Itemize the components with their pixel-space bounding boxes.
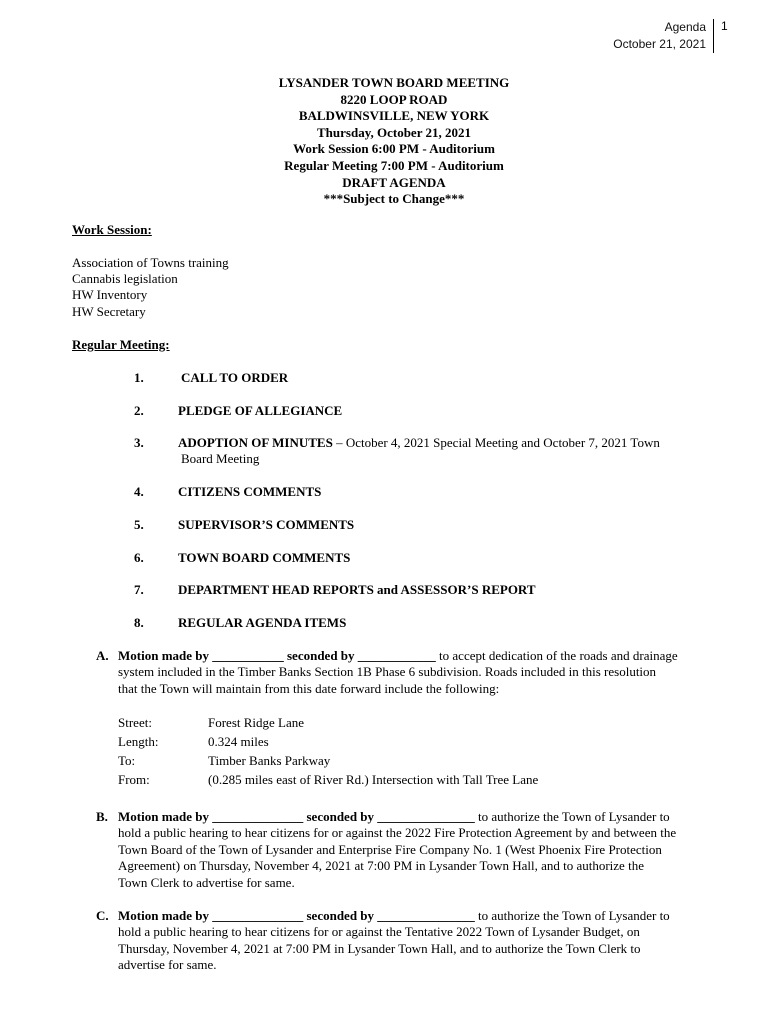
motion-letter: C. (96, 908, 109, 923)
page-number: 1 (721, 19, 728, 33)
work-session-list (72, 255, 229, 320)
item-title: CALL TO ORDER (181, 370, 289, 385)
title-line: Regular Meeting 7:00 PM - Auditorium (284, 157, 504, 173)
motion-line: that the Town will maintain from this date forward include the following: (118, 680, 500, 696)
item-title: DEPARTMENT HEAD REPORTS and ASSESSOR’S REPORT (178, 582, 536, 597)
table-label: Street: (118, 715, 152, 730)
item-number: 7. (134, 582, 144, 597)
motion-line: system included in the Timber Banks Section 1B Phase 6 subdivision. Roads included in this resolution (118, 664, 657, 680)
title-line: LYSANDER TOWN BOARD MEETING (278, 75, 510, 90)
motion-line: Town Board of the Town of Lysander and Enterprise Fire Company No. 1 (West Phoenix Fire Protection (118, 841, 662, 857)
motion-body (118, 908, 718, 974)
item-title: REGULAR AGENDA ITEMS (178, 615, 347, 630)
table-label: From: (118, 772, 150, 787)
motion-letter: B. (96, 809, 108, 824)
motion-line (118, 809, 718, 825)
item-number: 3. (134, 435, 144, 450)
item-number: 4. (134, 484, 144, 499)
item-number: 8. (134, 615, 144, 630)
list-item: Cannabis legislation (72, 271, 178, 287)
header-label: Agenda (664, 20, 706, 34)
motion-line: Town Clerk to advertise for same. (118, 874, 295, 890)
motion-line: Agreement) on Thursday, November 4, 2021 at 7:00 PM in Lysander Town Hall, and to authorize the (118, 858, 644, 874)
motion-letter: A. (96, 648, 109, 663)
item-number: 5. (134, 517, 144, 532)
item-title: CITIZENS COMMENTS (178, 484, 322, 499)
title-line: DRAFT AGENDA (342, 174, 446, 190)
motion-lead: Motion made by ______________ seconded by _______________ (118, 908, 475, 923)
work-session-heading: Work Session: (72, 222, 152, 237)
item-text (181, 370, 721, 387)
item-text (178, 517, 718, 534)
motion-line-text: to authorize the Town of Lysander to (474, 908, 670, 923)
item-text (178, 550, 718, 567)
item-text (178, 615, 718, 632)
motion-line (118, 648, 718, 664)
title-line: Work Session 6:00 PM - Auditorium (293, 141, 495, 157)
motion-line: Thursday, November 4, 2021 at 7:00 PM in Lysander Town Hall, and to authorize the Town Clerk to (118, 940, 641, 956)
table-value: 0.324 miles (208, 734, 269, 749)
motion-line: hold a public hearing to hear citizens for or against the 2022 Fire Protection Agreement by and between the (118, 825, 677, 841)
document-title (0, 75, 770, 208)
item-number: 2. (134, 403, 144, 418)
item-title: ADOPTION OF MINUTES (178, 435, 333, 450)
item-number: 6. (134, 550, 144, 565)
motion-lead: Motion made by ___________ seconded by ____________ (118, 648, 436, 663)
item-text (178, 435, 718, 452)
table-value: Forest Ridge Lane (208, 715, 305, 730)
item-number: 1. (134, 370, 144, 385)
motion-line (118, 908, 718, 924)
item-title: TOWN BOARD COMMENTS (178, 550, 351, 565)
item-text (178, 484, 718, 501)
list-item: HW Secretary (72, 303, 146, 319)
item-detail-line2: Board Meeting (181, 451, 260, 466)
title-line: 8220 LOOP ROAD (340, 91, 448, 107)
table-label: To: (118, 753, 136, 768)
motion-line: advertise for same. (118, 957, 217, 973)
list-item: HW Inventory (72, 287, 148, 303)
title-line: BALDWINSVILLE, NEW YORK (298, 108, 490, 124)
item-detail: – October 4, 2021 Special Meeting and October 7, 2021 Town (332, 435, 660, 450)
item-title: PLEDGE OF ALLEGIANCE (178, 403, 343, 418)
table-value: Timber Banks Parkway (208, 753, 331, 768)
motion-body (118, 648, 718, 697)
regular-meeting-heading: Regular Meeting: (72, 337, 170, 352)
item-title: SUPERVISOR’S COMMENTS (178, 517, 355, 532)
list-item: Association of Towns training (72, 255, 229, 270)
motion-lead: Motion made by ______________ seconded by _______________ (118, 809, 475, 824)
item-text (178, 582, 718, 599)
motion-line-text: to accept dedication of the roads and drainage (435, 648, 678, 663)
motion-line-text: to authorize the Town of Lysander to (474, 809, 670, 824)
title-line: ***Subject to Change*** (323, 191, 465, 207)
table-label: Length: (118, 734, 159, 749)
header-date: October 21, 2021 (613, 37, 706, 51)
motion-body (118, 809, 718, 891)
title-line: Thursday, October 21, 2021 (317, 124, 471, 140)
page-header (613, 19, 714, 53)
motion-line: hold a public hearing to hear citizens for or against the Tentative 2022 Town of Lysander Budget, on (118, 924, 640, 940)
item-text (178, 403, 718, 420)
table-value: (0.285 miles east of River Rd.) Intersection with Tall Tree Lane (208, 772, 539, 787)
